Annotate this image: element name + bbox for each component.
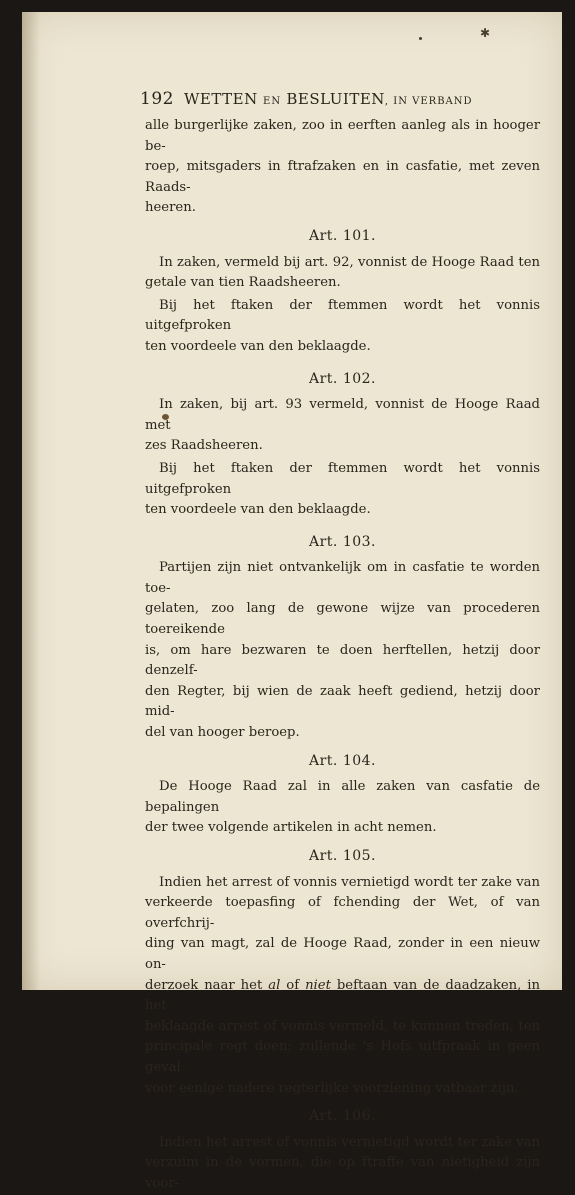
text-line: verzuim in de vormen, die op ftraffe van nietigheid zijn voor- — [145, 1155, 540, 1191]
text-line: ten voordeele van den beklaagde. — [145, 338, 371, 354]
article-paragraph — [145, 459, 540, 521]
text-line: In zaken, bij art. 93 vermeld, vonnist de Hooge Raad met — [145, 397, 540, 433]
title-second: BESLUITEN — [286, 90, 385, 108]
text-line: In zaken, vermeld bij art. 92, vonnist de Hooge Raad ten — [159, 254, 540, 270]
ink-mark: ✱ — [480, 26, 491, 40]
article-paragraph — [145, 558, 540, 743]
title-main: WETTEN — [184, 90, 258, 108]
article-paragraph — [145, 873, 540, 1100]
text-line: heeren. — [145, 200, 196, 216]
italic-word: al — [268, 977, 281, 993]
text-line: Bij het ftaken der ftemmen wordt het vonnis uitgefproken — [145, 460, 540, 497]
body-text — [145, 116, 540, 1195]
running-title — [184, 90, 473, 108]
text-line: gelaten, zoo lang de gewone wijze van procederen toereikende — [145, 601, 540, 638]
text-line: Indien het arrest of vonnis vernietigd wordt ter zake van — [159, 1134, 540, 1150]
title-tail: , IN VERBAND — [384, 96, 473, 107]
text-line: voor eenige nadere regterlijke voorziening vatbaar zijn. — [145, 1080, 519, 1096]
article-paragraph — [145, 296, 540, 358]
italic-word: niet — [305, 977, 331, 993]
text-line: Partijen zijn niet ontvankelijk om in casfatie te worden toe- — [145, 560, 540, 596]
text-line: roep, mitsgaders in ftrafzaken en in casfatie, met zeven Raads- — [145, 159, 540, 195]
text-line: zes Raadsheeren. — [145, 438, 263, 454]
text-line: De Hooge Raad zal in alle zaken van casfatie de bepalingen — [145, 779, 540, 815]
article-paragraph — [145, 395, 540, 457]
article-heading: Art. 102. — [308, 370, 376, 387]
line-segment: beftaan van de daadzaken, in het — [145, 977, 540, 1014]
text-line: den Regter, bij wien de zaak heeft gediend, hetzij door mid- — [145, 683, 540, 720]
article-heading: Art. 103. — [308, 533, 376, 550]
title-joiner: EN — [263, 96, 282, 107]
text-line: getale van tien Raadsheeren. — [145, 275, 341, 291]
page-number: 192 — [140, 89, 174, 109]
text-line: ten voordeele van den beklaagde. — [145, 502, 371, 518]
intro-paragraph — [145, 116, 540, 219]
article-paragraph — [145, 1133, 540, 1195]
text-line: alle burgerlijke zaken, zoo in eerften aanleg als in hooger be- — [145, 118, 540, 154]
article-paragraph — [145, 253, 540, 294]
line-segment: of — [280, 977, 306, 993]
article-heading: Art. 106. — [308, 1108, 376, 1125]
text-line: principale regt doen; zullende 's Hofs uitfpraak in geen geval — [145, 1039, 540, 1075]
article-heading: Art. 105. — [308, 848, 376, 864]
text-line: verkeerde toepasfing of fchending der Wet, of van overfchrij- — [145, 895, 540, 931]
text-line: is, om hare bezwaren te doen herftellen, hetzij door denzelf- — [145, 642, 540, 679]
ink-speck — [419, 37, 422, 40]
text-line — [145, 976, 540, 1017]
text-line: Bij het ftaken der ftemmen wordt het vonnis uitgefproken — [145, 297, 540, 334]
running-header — [140, 84, 520, 108]
text-line: der twee volgende artikelen in acht nemen. — [145, 820, 437, 836]
article-heading: Art. 101. — [308, 227, 376, 244]
line-segment: derzoek naar het — [145, 977, 269, 993]
article-paragraph — [145, 777, 540, 839]
text-line: beklaagde arrest of vonnis vermeld, te kunnen treden, ten — [145, 1018, 540, 1034]
article-heading: Art. 104. — [308, 752, 376, 769]
text-line: Indien het arrest of vonnis vernietigd wordt ter zake van — [159, 874, 540, 890]
text-line: ding van magt, zal de Hooge Raad, zonder in een nieuw on- — [145, 936, 540, 972]
text-line: del van hooger beroep. — [145, 725, 300, 741]
